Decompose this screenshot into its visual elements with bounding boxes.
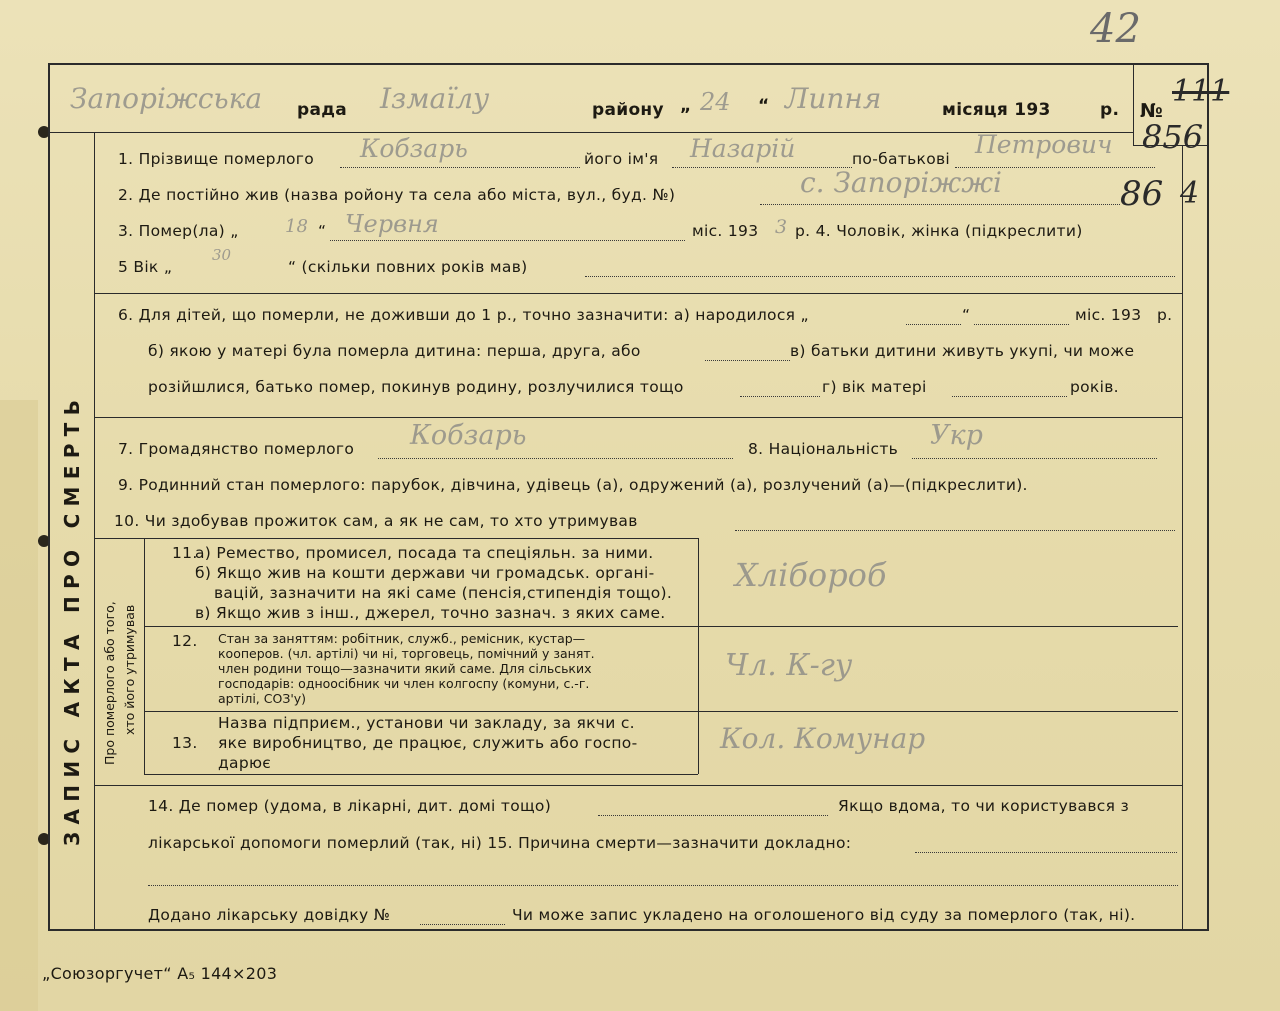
field-8-line <box>912 458 1157 459</box>
field-6-quote: “ <box>962 306 971 324</box>
field-7-line <box>378 458 733 459</box>
box-answer-divider <box>698 626 1178 627</box>
field-8-label: 8. Національність <box>748 440 899 458</box>
field-3-line <box>330 240 685 241</box>
field-6-mother-age-line <box>952 396 1067 397</box>
section-divider <box>94 417 1182 418</box>
field-6-line1: 6. Для дітей, що померли, не доживши до 1 р., точно зазначити: а) народилося „ <box>118 306 809 324</box>
field-13-l1: Назва підприєм., установи чи закладу, за якчи с. <box>218 714 635 732</box>
field-6-month-year: міс. 193 <box>1075 306 1142 324</box>
number-extra: 86 <box>1120 174 1164 214</box>
field-14-line <box>598 815 828 816</box>
hw-surname: Кобзарь <box>360 134 468 163</box>
hw-council: Запоріжська <box>70 82 263 115</box>
hw-citizenship: Кобзарь <box>410 420 527 451</box>
field-1-surname-label: 1. Прізвище померлого <box>118 150 315 168</box>
hw-residence: с. Запоріжжі <box>800 166 1003 199</box>
field-5-hint: “ (скільки повних років мав) <box>288 258 528 276</box>
field-6-line3c: років. <box>1070 378 1119 396</box>
field-6-line3a: розійшлися, батько помер, покинув родину, розлучилися тощо <box>148 378 684 396</box>
field-14-home-label: Якщо вдома, то чи користувався з <box>838 797 1129 815</box>
field-6-line3b: г) вік матері <box>822 378 927 396</box>
header-divider <box>48 132 1133 133</box>
field-1-patronymic-label: по-батькові <box>852 150 951 168</box>
field-3-label: 3. Помер(ла) „ <box>118 222 239 240</box>
section-divider <box>94 293 1182 294</box>
field-12-l1: Стан за заняттям: робітник, служб., ремісник, кустар— <box>218 631 586 646</box>
field-14-label: 14. Де помер (удома, в лікарні, дит. домі тощо) <box>148 797 552 815</box>
field-6-day-line <box>906 324 961 325</box>
field-11-b1: б) Якщо жив на кошти держави чи громадськ. органі- <box>195 564 655 582</box>
number-struck: 111 <box>1172 74 1230 109</box>
field-13-l3: дарює <box>218 754 272 772</box>
field-16-label: Додано лікарську довідку № <box>148 906 391 924</box>
field-11-a: а) Ремество, промисел, посада та спеціяльн. за ними. <box>195 544 654 562</box>
field-15-line <box>915 852 1177 853</box>
hw-district: Ізмаїлу <box>380 82 490 115</box>
hw-death-year: 3 <box>775 216 788 238</box>
section-divider <box>94 785 1182 786</box>
field-13-num: 13. <box>172 734 198 752</box>
field-12-l3: член родини тощо—зазначити який саме. Для сільських <box>218 661 592 676</box>
side-note-1: Про померлого або того, <box>102 601 117 765</box>
hw-occupation: Хлібороб <box>735 556 887 594</box>
footer-imprint: „Союзоргучет“ А₅ 144×203 <box>42 964 278 983</box>
field-5-line <box>585 276 1175 277</box>
header-quote-close: “ <box>758 96 770 116</box>
field-11-num: 11. <box>172 544 198 562</box>
hw-name: Назарій <box>690 134 796 163</box>
field-6-parents-line <box>740 396 820 397</box>
hw-nationality: Укр <box>930 420 983 451</box>
box-left-border <box>144 538 145 774</box>
hw-death-day: 18 <box>285 216 308 237</box>
field-7-label: 7. Громадянство померлого <box>118 440 355 458</box>
box-row-divider <box>144 711 698 712</box>
field-6-order-line <box>705 360 790 361</box>
side-title: ЗАПИС АКТА ПРО СМЕРТЬ <box>60 392 84 846</box>
field-6-r: р. <box>1157 306 1173 324</box>
field-2-label: 2. Де постійно жив (назва ройону та села або міста, вул., буд. №) <box>118 186 676 204</box>
field-2-line <box>760 204 1120 205</box>
field-6-line2a: б) якою у матері була померла дитина: перша, друга, або <box>148 342 641 360</box>
field-10-line <box>735 530 1175 531</box>
field-3-gender-label: р. 4. Чоловік, жінка (підкреслити) <box>795 222 1083 240</box>
number-label: № <box>1140 100 1164 122</box>
field-1-surname-line <box>340 167 580 168</box>
field-1-name-label: його ім'я <box>584 150 659 168</box>
header-month-year: місяця 193 <box>942 100 1051 120</box>
field-15-line-2 <box>148 885 1178 886</box>
box-top-border <box>94 538 698 539</box>
field-15-label: лікарської допомоги померлий (так, ні) 15. Причина смерти—зазначити докладно: <box>148 834 852 852</box>
hw-status: Чл. К-гу <box>725 648 853 683</box>
hw-age: 30 <box>212 246 232 264</box>
field-3-month-year: міс. 193 <box>692 222 759 240</box>
number-box-border <box>1133 63 1134 145</box>
header-rada: рада <box>297 100 348 120</box>
number-value: 856 <box>1142 118 1204 156</box>
field-11-c: в) Якщо жив з інш., джерел, точно зазнач. з яких саме. <box>195 604 666 622</box>
hw-workplace: Кол. Комунар <box>720 722 926 755</box>
hw-month: Липня <box>785 82 882 115</box>
field-11-b2: вацій, зазначити на які саме (пенсія,стипендія тощо). <box>214 584 673 602</box>
box-right-border <box>698 538 699 774</box>
hw-death-month: Червня <box>345 210 439 238</box>
header-rayonu: району <box>592 100 664 120</box>
field-6-month-line <box>974 324 1069 325</box>
number-extra2: 4 <box>1180 176 1200 211</box>
field-6-line2b: в) батьки дитини живуть укупі, чи може <box>790 342 1135 360</box>
box-answer-divider <box>698 711 1178 712</box>
field-13-l2: яке виробництво, де працює, служить або госпо- <box>218 734 638 752</box>
field-12-l4: господарів: одноосібник чи член колгоспу (комуни, с.-г. <box>218 676 590 691</box>
field-12-l5: артілі, СОЗ'у) <box>218 691 307 706</box>
field-3-quote: “ <box>318 222 327 240</box>
header-r: р. <box>1100 100 1120 120</box>
field-9-label: 9. Родинний стан померлого: парубок, дівчина, удівець (а), одружений (а), розлучений (а)—(підкреслити). <box>118 476 1028 494</box>
page-number: 42 <box>1090 6 1141 52</box>
hw-patronymic: Петрович <box>975 130 1113 159</box>
side-note-2: хто його утримував <box>122 604 137 735</box>
field-12-l2: кооперов. (чл. артілі) чи ні, торговець, помічний у занят. <box>218 646 595 661</box>
field-12-num: 12. <box>172 632 198 650</box>
field-5-label: 5 Вік „ <box>118 258 173 276</box>
field-16-court-label: Чи може запис укладено на оголошеного від суду за померлого (так, ні). <box>512 906 1136 924</box>
paper-fold <box>0 400 38 1011</box>
header-quote-open: „ <box>680 96 692 116</box>
box-row-divider <box>144 626 698 627</box>
box-bottom-border <box>144 774 698 775</box>
hw-day: 24 <box>700 88 731 116</box>
field-16-line <box>420 924 505 925</box>
field-10-label: 10. Чи здобував прожиток сам, а як не сам, то хто утримував <box>114 512 638 530</box>
side-column-border <box>94 132 95 931</box>
right-column-border <box>1182 145 1183 931</box>
